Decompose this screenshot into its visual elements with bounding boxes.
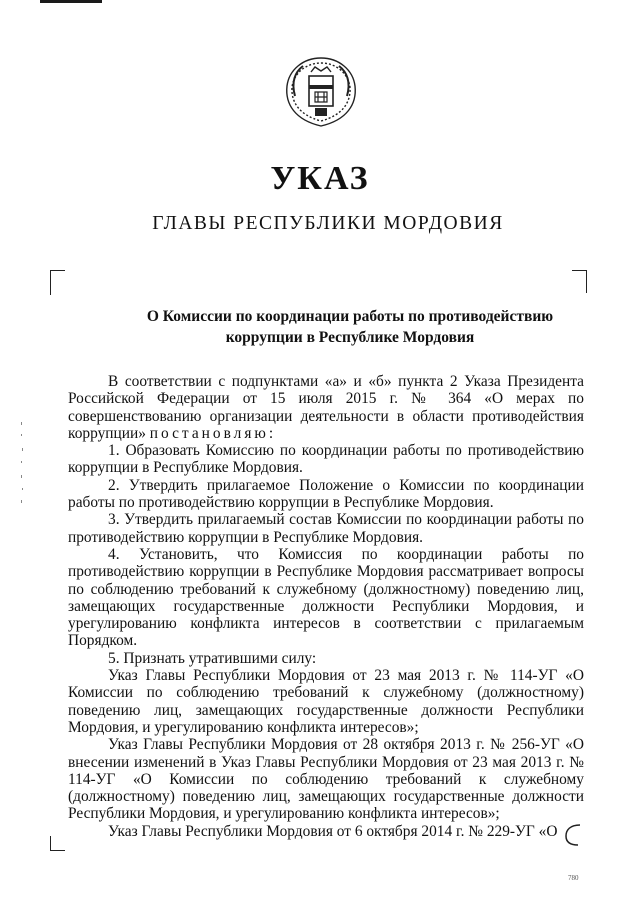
- page-curl-mark: [560, 822, 584, 848]
- frame-corner-top-left: [50, 270, 65, 295]
- repealed-decree-paragraph: Указ Главы Республики Мордовия от 6 октября 2014 г. № 229-УГ «О: [108, 822, 558, 840]
- item-paragraph: 4. Установить, что Комиссия по координации работы по противодействию коррупции в Республике Мордовия рассматривает вопросы по соблюдению требований к служебному (должностному) поведению лиц, замещающих государственные должности Республики Мордовия, и урегулированию конфликта интересов в соответствии с прилагаемым Порядком.: [68, 545, 584, 650]
- document-subtitle: ГЛАВЫ РЕСПУБЛИКИ МОРДОВИЯ: [152, 213, 504, 234]
- decree-heading: [120, 306, 580, 348]
- frame-corner-top-right: [572, 270, 587, 293]
- item-paragraph: 2. Утвердить прилагаемое Положение о Комиссии по координации работы по противодействию коррупции в Республике Мордовия.: [68, 476, 584, 512]
- decree-body: [68, 373, 584, 840]
- page-mark: 780: [568, 874, 579, 882]
- decree-word: постановляю:: [149, 424, 277, 442]
- document-title: УКАЗ: [270, 160, 370, 197]
- repealed-decree-paragraph: Указ Главы Республики Мордовия от 28 октября 2013 г. № 256-УГ «О внесении изменений в Указ Главы Республики Мордовия от 23 мая 2013 г. № 114-УГ «О Комиссии по соблюдению требований к служебному (должностному) поведению лиц, замещающих государственные должности Республики Мордовия, и урегулированию конфликта интересов»;: [68, 736, 584, 823]
- frame-corner-bottom-left: [50, 836, 65, 851]
- item-paragraph: 5. Признать утратившими силу:: [108, 649, 317, 667]
- decree-heading-line-1: О Комиссии по координации работы по противодействию: [146, 308, 554, 325]
- margin-scan-marks: [20, 420, 24, 510]
- repealed-decree-paragraph: Указ Главы Республики Мордовия от 23 мая 2013 г. № 114-УГ «О Комиссии по соблюдению требований к служебному (должностному) поведению лиц, замещающих государственные должности Республики Мордовия, и урегулированию конфликта интересов»;: [68, 667, 584, 736]
- coat-of-arms-emblem: [281, 52, 361, 132]
- item-paragraph: 1. Образовать Комиссию по координации работы по противодействию коррупции в Республике Мордовия.: [68, 442, 584, 477]
- decree-heading-line-2: коррупции в Республике Мордовия: [225, 329, 475, 346]
- intro-text: В соответствии с подпунктами «а» и «б» пункта 2 Указа Президента Российской Федерации от 15 июля 2015 г. № 364 «О мерах по совершенствованию организации деятельности в области противодействия коррупции»: [68, 373, 584, 442]
- scan-artifact-line: [40, 0, 102, 3]
- intro-paragraph: [68, 373, 584, 442]
- item-paragraph: 3. Утвердить прилагаемый состав Комиссии по координации работы по противодействию коррупции в Республике Мордовия.: [68, 511, 584, 546]
